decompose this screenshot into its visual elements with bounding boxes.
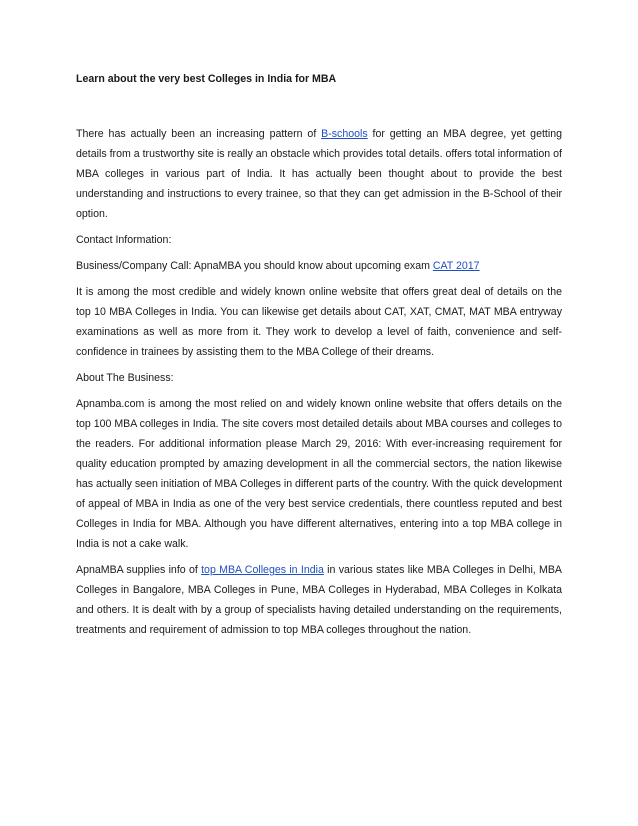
top-mba-colleges-link[interactable]: top MBA Colleges in India [201, 564, 324, 576]
document-title: Learn about the very best Colleges in India for MBA [76, 73, 337, 85]
cat-2017-link[interactable]: CAT 2017 [432, 260, 480, 272]
b-schools-link[interactable]: B-schools [321, 128, 368, 140]
contact-text: Business/Company Call: ApnaMBA you should know about upcoming exam [76, 260, 433, 272]
supplies-text-before: ApnaMBA supplies info of [76, 564, 202, 576]
intro-paragraph [76, 124, 562, 224]
contact-line [76, 256, 562, 276]
intro-text-after: for getting an MBA degree, yet getting details from a trustworthy site is really an obstacle which provides total details. offers total information of MBA colleges in various part of India. It has actually been thought about to provide the best understanding and instructions to every trainee, so that they can get admission in the B-School of their option. [76, 128, 562, 220]
credibility-paragraph: It is among the most credible and widely known online website that offers great deal of details on the top 10 MBA Colleges in India. You can likewise get details about CAT, XAT, CMAT, MAT MBA entryway examinations as well as more from it. They work to develop a level of faith, convenience and self-confidence in trainees by assisting them to the MBA College of their dreams. [76, 286, 562, 358]
contact-heading: Contact Information: [76, 234, 172, 246]
about-paragraph: Apnamba.com is among the most relied on and widely known online website that offers details on the top 100 MBA colleges in India. The site covers most detailed details about MBA courses and colleges to the readers. For additional information please March 29, 2016: With ever-increasing requirement for quality education prompted by amazing development in all the commercial sectors, the nation likewise has actually seen initiation of MBA Colleges in different parts of the country. With the quick development of appeal of MBA in India as one of the very best service credentials, there countless reputed and best Colleges in India for MBA. Although you have different alternatives, entering into a top MBA college in India is not a cake walk. [76, 398, 563, 550]
document-page [76, 70, 562, 646]
supplies-text-after: in various states like MBA Colleges in Delhi, MBA Colleges in Bangalore, MBA Colleges in Pune, MBA Colleges in Hyderabad, MBA Colleges in Kolkata and others. It is dealt with by a group of specialists having detailed understanding on the requirements, treatments and requirement of admission to top MBA colleges throughout the nation. [76, 564, 563, 636]
intro-text-before: There has actually been an increasing pattern of [76, 128, 322, 140]
supplies-paragraph [76, 560, 562, 640]
about-heading: About The Business: [76, 372, 174, 384]
